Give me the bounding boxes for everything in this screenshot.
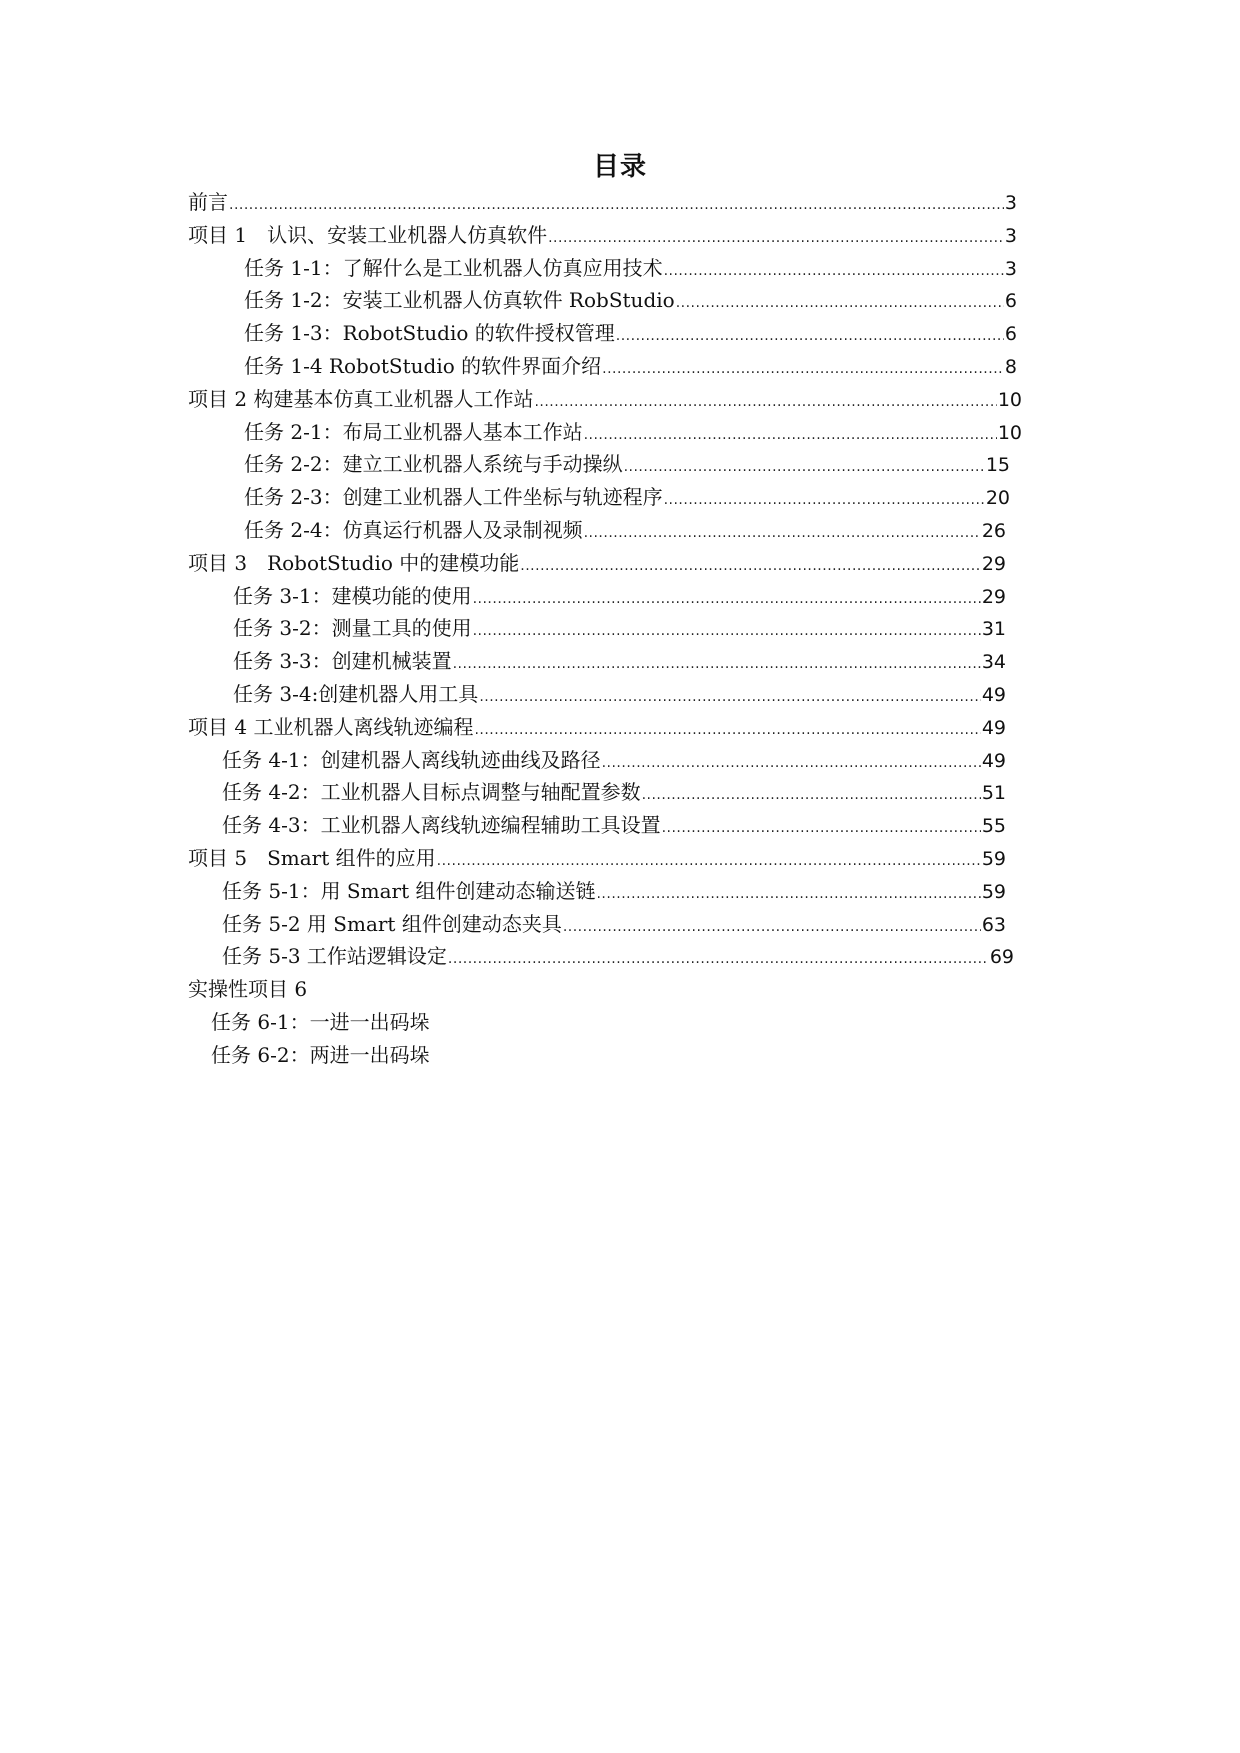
toc-entry[interactable] (244, 448, 1010, 481)
toc-entry-label: 项目 3 RobotStudio 中的建模功能 (188, 550, 520, 575)
toc-entry[interactable] (222, 908, 1006, 941)
toc-entry[interactable] (222, 776, 1006, 809)
toc-dot-leader (437, 845, 981, 878)
toc-page-number: 29 (981, 585, 1006, 608)
toc-page-number: 51 (981, 782, 1006, 805)
toc-page-number: 8 (1004, 355, 1017, 378)
toc-entry-label: 任务 4-1：创建机器人离线轨迹曲线及路径 (222, 747, 601, 772)
toc-dot-leader (563, 911, 981, 944)
toc-entry-label: 任务 3-4:创建机器人用工具 (233, 681, 479, 706)
toc-entry[interactable] (188, 711, 1006, 744)
toc-page-number: 15 (985, 454, 1010, 477)
toc-entry[interactable] (244, 481, 1010, 514)
toc-entry[interactable] (244, 317, 1017, 350)
toc-entry-label: 项目 4 工业机器人离线轨迹编程 (188, 714, 474, 739)
toc-entry-label: 项目 1 认识、安装工业机器人仿真软件 (188, 222, 548, 247)
toc-entry[interactable] (244, 416, 1022, 449)
toc-entry[interactable] (233, 678, 1006, 711)
toc-entry-label: 任务 2-2：建立工业机器人系统与手动操纵 (244, 452, 623, 477)
toc-entry[interactable] (188, 842, 1006, 875)
toc-entry[interactable] (244, 284, 1017, 317)
toc-entry[interactable] (188, 973, 1017, 1006)
toc-entry-label: 任务 1-1：了解什么是工业机器人仿真应用技术 (244, 255, 663, 280)
toc-dot-leader (664, 484, 985, 517)
toc-dot-leader (229, 189, 1004, 222)
toc-entry[interactable] (233, 580, 1006, 613)
toc-page-number: 10 (997, 421, 1022, 444)
toc-page-number: 6 (1004, 290, 1017, 313)
toc-entry-label: 项目 2 构建基本仿真工业机器人工作站 (188, 386, 534, 411)
toc-page-number: 6 (1004, 323, 1017, 346)
toc-entry-label: 任务 3-1：建模功能的使用 (233, 583, 472, 608)
toc-dot-leader (520, 550, 981, 583)
toc-page-number: 3 (1004, 224, 1017, 247)
toc-entry[interactable] (233, 612, 1006, 645)
toc-dot-leader (473, 583, 981, 616)
toc-page-number: 63 (981, 913, 1006, 936)
toc-entry[interactable] (222, 809, 1006, 842)
toc-page-number: 49 (981, 716, 1006, 739)
toc-dot-leader (602, 353, 1004, 386)
toc-entry[interactable] (222, 744, 1006, 777)
toc-entry-label: 任务 4-2：工业机器人目标点调整与轴配置参数 (222, 780, 641, 805)
toc-dot-leader (676, 287, 1004, 320)
toc-dot-leader (473, 615, 981, 648)
toc-entry-label: 任务 4-3：工业机器人离线轨迹编程辅助工具设置 (222, 813, 661, 838)
toc-page-number: 55 (981, 815, 1006, 838)
toc-page-number: 34 (981, 651, 1006, 674)
toc-page-number: 29 (981, 552, 1006, 575)
toc-dot-leader (448, 943, 989, 976)
toc-page-number: 69 (989, 946, 1014, 969)
toc-dot-leader (548, 222, 1004, 255)
toc-dot-leader (662, 812, 981, 845)
toc-entry-label: 任务 1-3：RobotStudio 的软件授权管理 (244, 321, 615, 346)
toc-dot-leader (596, 878, 980, 911)
toc-dot-leader (474, 714, 980, 747)
toc-dot-leader (479, 681, 981, 714)
toc-entry[interactable] (188, 186, 1017, 219)
toc-page-number: 31 (981, 618, 1006, 641)
toc-dot-leader (642, 779, 981, 812)
toc-entry[interactable] (244, 514, 1006, 547)
toc-entry-label: 任务 2-4：仿真运行机器人及录制视频 (244, 517, 583, 542)
toc-entry[interactable] (188, 547, 1006, 580)
toc-entry-label: 任务 2-1：布局工业机器人基本工作站 (244, 419, 583, 444)
toc-title: 目录 (592, 152, 647, 182)
toc-page-number: 26 (981, 519, 1006, 542)
toc-dot-leader (453, 648, 981, 681)
toc-entry-label: 任务 5-3 工作站逻辑设定 (222, 944, 447, 969)
toc-entry[interactable] (211, 1006, 1017, 1039)
toc-dot-leader (584, 419, 997, 452)
toc-entry-label: 实操性项目 6 (188, 977, 308, 1002)
toc-entry[interactable] (244, 252, 1017, 285)
toc-entry[interactable] (222, 875, 1006, 908)
toc-entry-label: 任务 5-2 用 Smart 组件创建动态夹具 (222, 911, 562, 936)
toc-page-number: 20 (985, 487, 1010, 510)
toc-dot-leader (624, 451, 985, 484)
toc-entry-label: 前言 (188, 190, 228, 214)
toc-dot-leader (584, 517, 981, 550)
toc-dot-leader (534, 386, 996, 419)
toc-entry-label: 任务 2-3：创建工业机器人工件坐标与轨迹程序 (244, 485, 663, 510)
toc-page-number: 59 (981, 847, 1006, 870)
toc-page-number: 59 (981, 880, 1006, 903)
toc-dot-leader (616, 320, 1004, 353)
toc-entry[interactable] (188, 383, 1022, 416)
toc-entry-label: 任务 6-1：一进一出码垛 (211, 1009, 430, 1034)
toc-entry-label: 任务 5-1：用 Smart 组件创建动态输送链 (222, 878, 596, 903)
toc-entry[interactable] (222, 940, 1014, 973)
toc-entry-label: 任务 3-3：创建机械装置 (233, 649, 452, 674)
toc-entry[interactable] (244, 350, 1017, 383)
toc-entry-label: 任务 6-2：两进一出码垛 (211, 1042, 430, 1067)
toc-page-number: 10 (997, 388, 1022, 411)
toc-entry[interactable] (233, 645, 1006, 678)
toc-entry-label: 项目 5 Smart 组件的应用 (188, 845, 436, 870)
toc-entry[interactable] (188, 219, 1017, 252)
toc-dot-leader (602, 747, 981, 780)
toc-dot-leader (664, 255, 1004, 288)
toc-page-number: 3 (1004, 257, 1017, 280)
toc-entry-label: 任务 1-2：安装工业机器人仿真软件 RobStudio (244, 288, 675, 313)
toc-entry[interactable] (211, 1039, 1017, 1072)
toc-page-number: 49 (981, 749, 1006, 772)
toc-entry-label: 任务 1-4 RobotStudio 的软件界面介绍 (244, 353, 602, 378)
table-of-contents (0, 186, 1240, 1072)
toc-entry-label: 任务 3-2：测量工具的使用 (233, 616, 472, 641)
toc-page-number: 3 (1004, 192, 1017, 214)
toc-page-number: 49 (981, 683, 1006, 706)
